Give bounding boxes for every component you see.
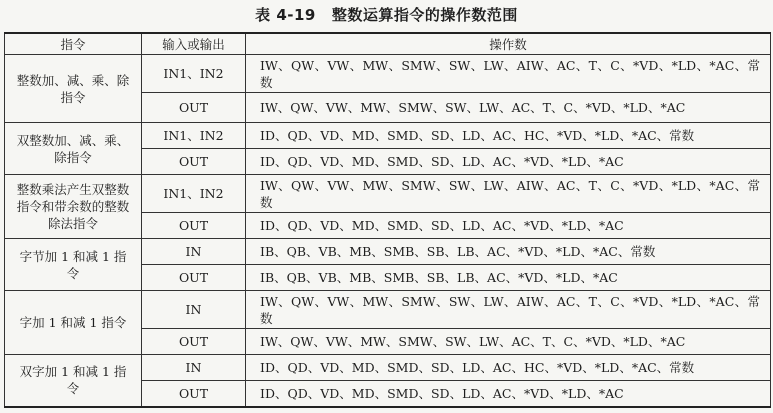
- table-row: [5, 355, 771, 381]
- io-cell: IN1、IN2: [142, 175, 246, 213]
- table-row: [5, 123, 771, 149]
- table-row: [5, 291, 771, 329]
- instruction-cell: 整数乘法产生双整数指令和带余数的整数除法指令: [5, 175, 142, 239]
- io-cell: OUT: [142, 149, 246, 175]
- table-number: 表 4-19: [255, 6, 316, 24]
- io-cell: OUT: [142, 329, 246, 355]
- operands-cell: IW、QW、VW、MW、SMW、SW、LW、AIW、AC、T、C、*VD、*LD、*AC、常数: [246, 55, 771, 93]
- operands-cell: ID、QD、VD、MD、SMD、SD、LD、AC、HC、*VD、*LD、*AC、常数: [246, 123, 771, 149]
- instruction-cell: 双整数加、减、乘、除指令: [5, 123, 142, 175]
- table-row: [5, 175, 771, 213]
- io-cell: IN: [142, 355, 246, 381]
- header-io: 输入或输出: [142, 33, 246, 55]
- io-cell: IN1、IN2: [142, 123, 246, 149]
- table-title: 整数运算指令的操作数范围: [331, 6, 518, 24]
- io-cell: OUT: [142, 93, 246, 123]
- header-instruction: 指令: [5, 33, 142, 55]
- io-cell: IN1、IN2: [142, 55, 246, 93]
- header-row: [5, 33, 771, 55]
- operands-cell: ID、QD、VD、MD、SMD、SD、LD、AC、*VD、*LD、*AC: [246, 213, 771, 239]
- io-cell: OUT: [142, 213, 246, 239]
- operands-cell: IW、QW、VW、MW、SMW、SW、LW、AIW、AC、T、C、*VD、*LD、*AC、常数: [246, 175, 771, 213]
- io-cell: IN: [142, 291, 246, 329]
- operands-cell: IW、QW、VW、MW、SMW、SW、LW、AC、T、C、*VD、*LD、*AC: [246, 329, 771, 355]
- operands-cell: ID、QD、VD、MD、SMD、SD、LD、AC、HC、*VD、*LD、*AC、常数: [246, 355, 771, 381]
- operands-cell: IW、QW、VW、MW、SMW、SW、LW、AC、T、C、*VD、*LD、*AC: [246, 93, 771, 123]
- operands-cell: IB、QB、VB、MB、SMB、SB、LB、AC、*VD、*LD、*AC、常数: [246, 239, 771, 265]
- operands-cell: ID、QD、VD、MD、SMD、SD、LD、AC、*VD、*LD、*AC: [246, 381, 771, 407]
- io-cell: IN: [142, 239, 246, 265]
- instruction-cell: 字节加 1 和减 1 指令: [5, 239, 142, 291]
- table-row: [5, 239, 771, 265]
- instruction-cell: 双字加 1 和减 1 指令: [5, 355, 142, 407]
- instruction-cell: 字加 1 和减 1 指令: [5, 291, 142, 355]
- io-cell: OUT: [142, 265, 246, 291]
- table-row: [5, 55, 771, 93]
- operands-cell: IW、QW、VW、MW、SMW、SW、LW、AIW、AC、T、C、*VD、*LD、*AC、常数: [246, 291, 771, 329]
- header-operands: 操作数: [246, 33, 771, 55]
- io-cell: OUT: [142, 381, 246, 407]
- operand-range-table: [4, 32, 771, 408]
- instruction-cell: 整数加、减、乘、除指令: [5, 55, 142, 123]
- operands-cell: IB、QB、VB、MB、SMB、SB、LB、AC、*VD、*LD、*AC: [246, 265, 771, 291]
- operands-cell: ID、QD、VD、MD、SMD、SD、LD、AC、*VD、*LD、*AC: [246, 149, 771, 175]
- table-caption: [0, 4, 773, 25]
